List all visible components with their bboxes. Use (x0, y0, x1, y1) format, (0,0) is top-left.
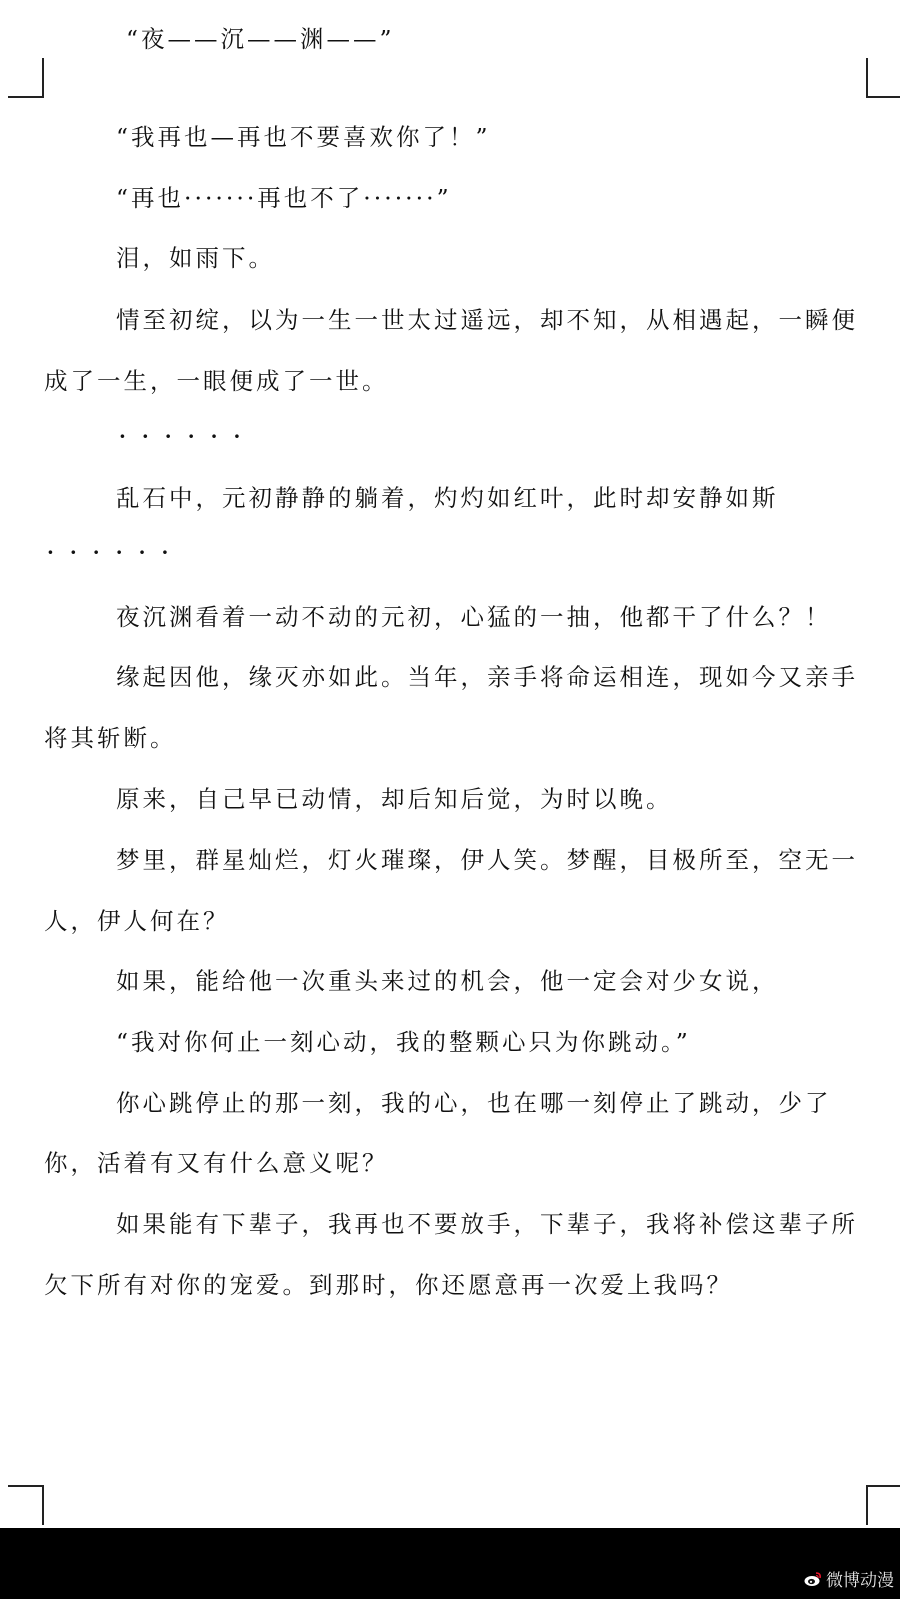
text-line: 原来，自己早已动情，却后知后觉，为时以晚。 (116, 785, 673, 813)
crop-mark-bottom-left (8, 1485, 44, 1525)
text-line: 情至初绽，以为一生一世太过遥远，却不知，从相遇起，一瞬便 (116, 306, 858, 334)
text-line: “再也·······再也不了·······” (116, 184, 452, 212)
watermark (804, 1566, 894, 1591)
ellipsis-line: ······ (118, 420, 256, 453)
text-line: 泪，如雨下。 (116, 244, 275, 272)
text-line: 你，活着有又有什么意义呢？ (44, 1149, 389, 1177)
text-line: “我对你何止一刻心动，我的整颗心只为你跳动。” (116, 1028, 691, 1056)
text-line: 欠下所有对你的宠爱。到那时，你还愿意再一次爱上我吗？ (44, 1271, 733, 1299)
text-line: 夜沉渊看着一动不动的元初，心猛的一抽，他都干了什么？！ (116, 603, 832, 631)
text-line: 梦里，群星灿烂，灯火璀璨，伊人笑。梦醒，目极所至，空无一 (116, 846, 858, 874)
text-line: 成了一生，一眼便成了一世。 (44, 367, 389, 395)
text-line: 人，伊人何在？ (44, 907, 230, 935)
weibo-icon (804, 1571, 822, 1587)
watermark-text: 微博动漫 (826, 1571, 894, 1591)
text-line: 缘起因他，缘灭亦如此。当年，亲手将命运相连，现如今又亲手 (116, 663, 858, 691)
header-title: “夜——沉——渊——” (126, 25, 395, 53)
crop-mark-top-left (8, 58, 44, 98)
ellipsis-line: ······ (46, 536, 184, 569)
bottom-bar (0, 1528, 900, 1599)
text-line: 如果能有下辈子，我再也不要放手，下辈子，我将补偿这辈子所 (116, 1210, 858, 1238)
crop-mark-bottom-right (866, 1485, 900, 1525)
text-line: “我再也—再也不要喜欢你了！” (116, 123, 491, 151)
text-line: 乱石中，元初静静的躺着，灼灼如红叶，此时却安静如斯 (116, 484, 779, 512)
text-line: 将其斩断。 (44, 724, 177, 752)
text-line: 你心跳停止的那一刻，我的心，也在哪一刻停止了跳动，少了 (116, 1089, 832, 1117)
text-line: 如果，能给他一次重头来过的机会，他一定会对少女说， (116, 967, 779, 995)
crop-mark-top-right (866, 58, 900, 98)
